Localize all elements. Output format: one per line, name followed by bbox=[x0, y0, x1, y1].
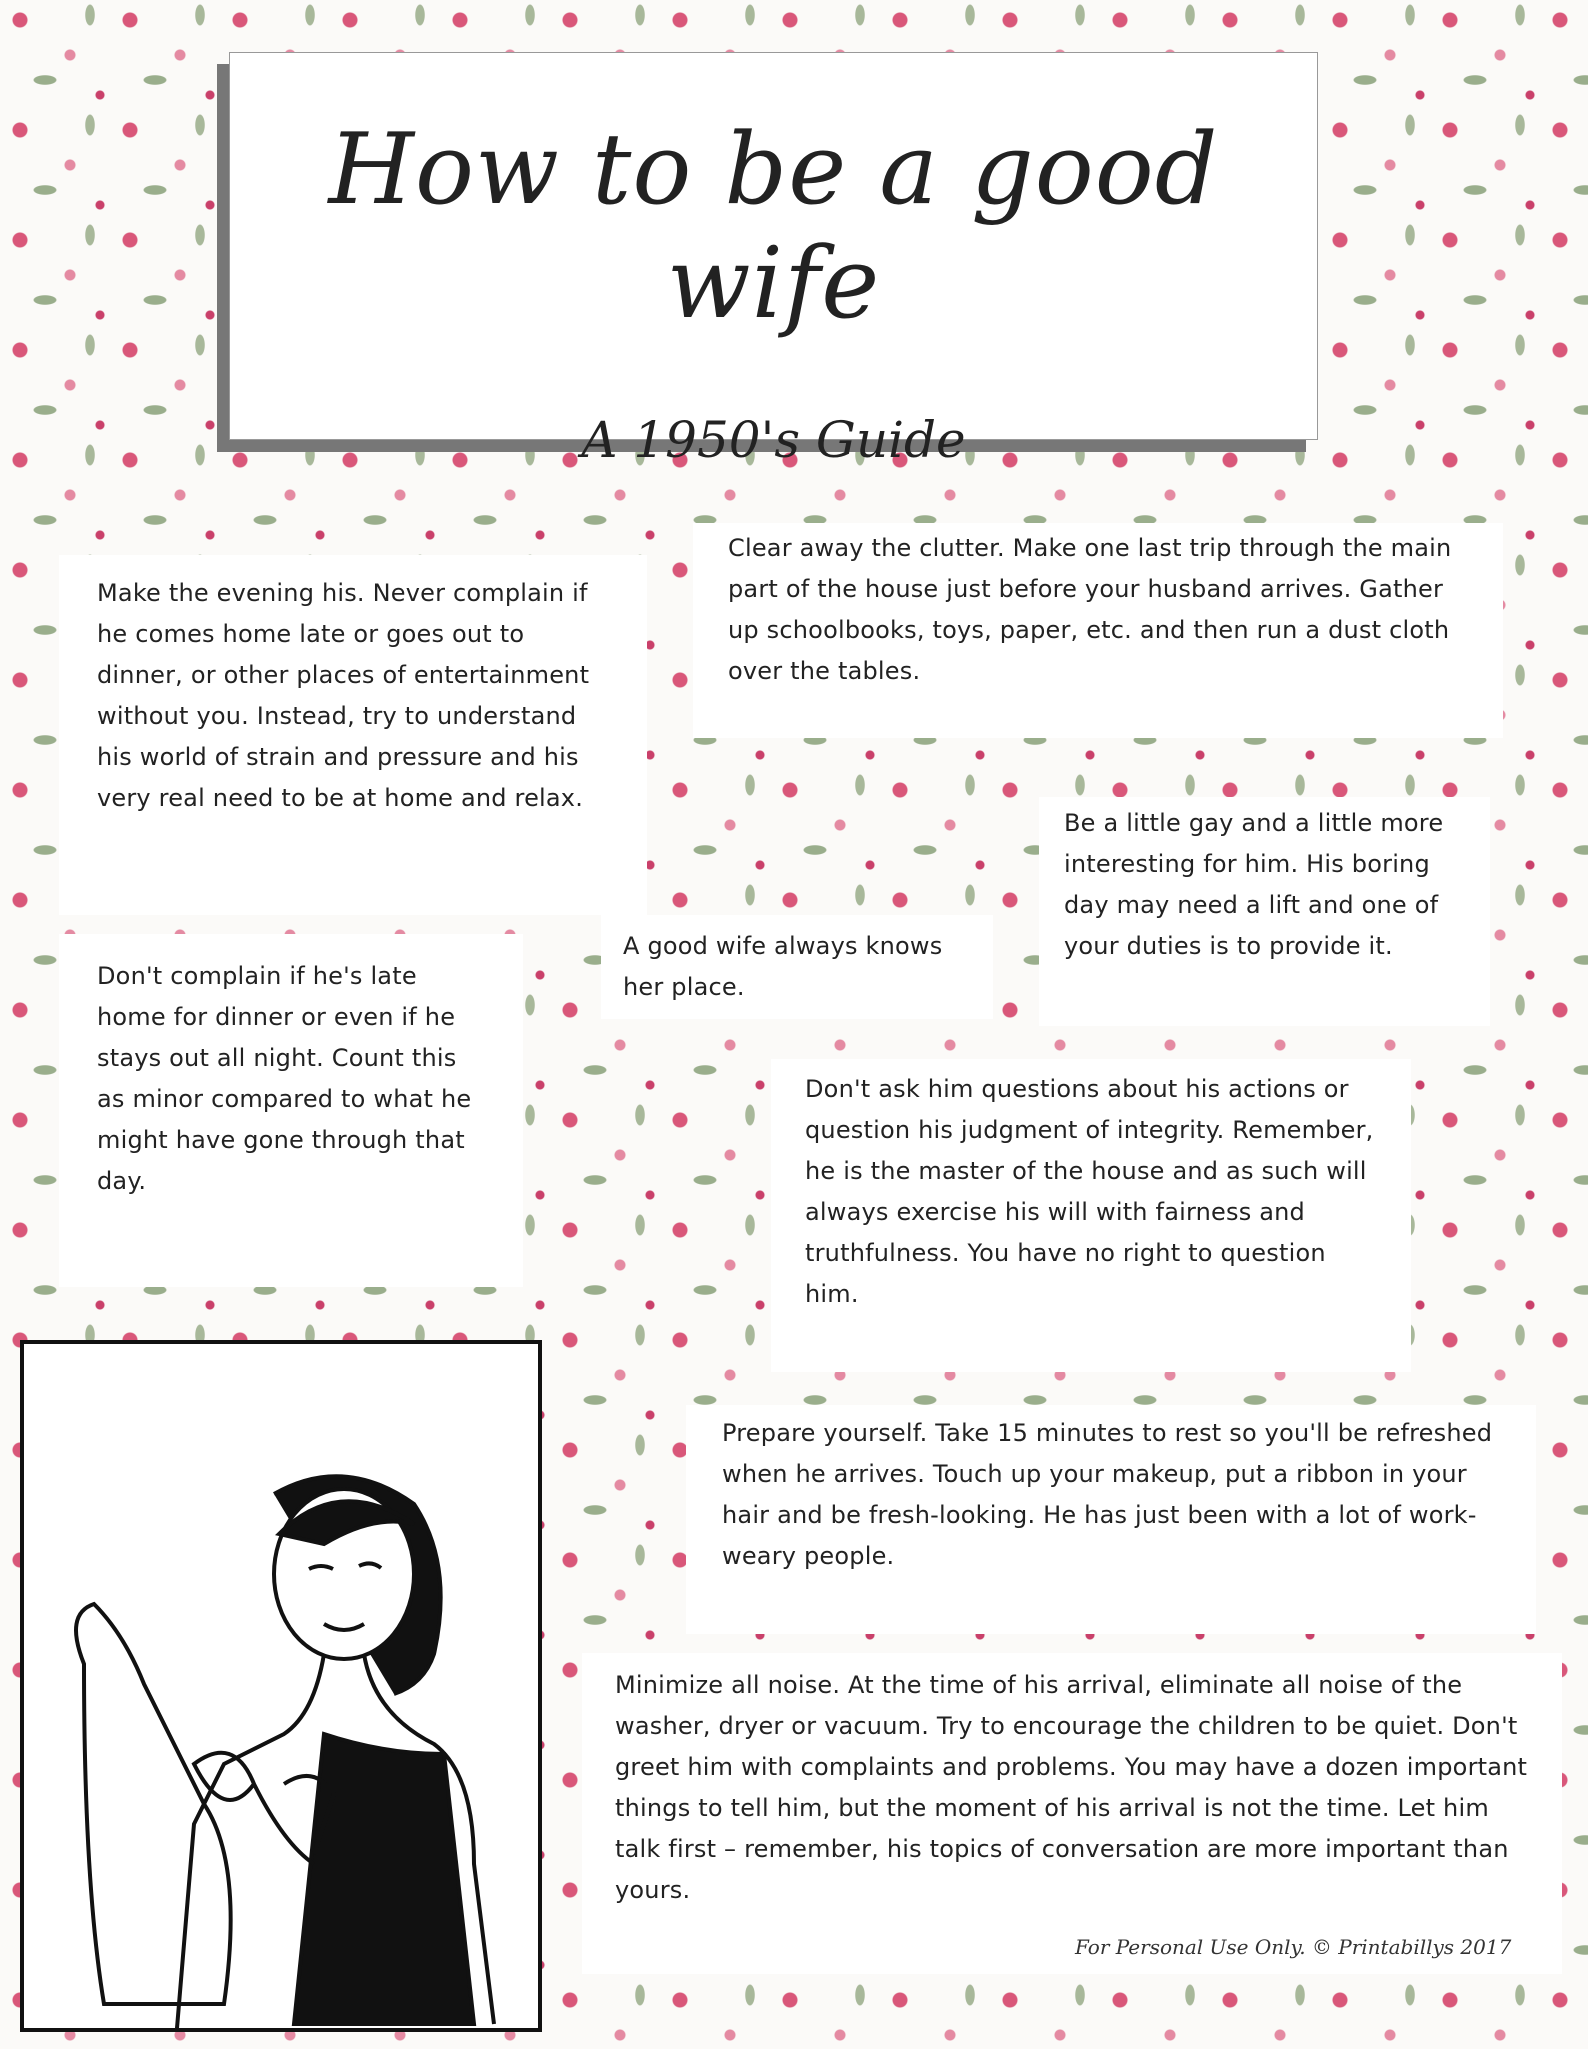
copyright-footer: For Personal Use Only. © Printabillys 2017 bbox=[1075, 1935, 1512, 1959]
tip-gay: Be a little gay and a little more interesting for him. His boring day may need a lift and one of your duties is to provide it. bbox=[1039, 797, 1490, 1026]
tip-prepare: Prepare yourself. Take 15 minutes to rest so you'll be refreshed when he arrives. Touch up your makeup, put a ribbon in your hair and be fresh-looking. He has just been with a lot of work-weary people. bbox=[686, 1405, 1536, 1634]
tip-questions: Don't ask him questions about his actions or question his judgment of integrity. Remember, he is the master of the house and as such will always exercise his will with fairness and truthfulness. You have no right to question him. bbox=[771, 1059, 1411, 1372]
page-subtitle: A 1950's Guide bbox=[581, 411, 966, 469]
tip-place: A good wife always knows her place. bbox=[601, 915, 993, 1019]
housewife-drawing-icon bbox=[24, 1344, 538, 2028]
title-card bbox=[229, 52, 1318, 469]
vintage-housewife-illustration bbox=[20, 1340, 542, 2032]
page-title: How to be a good wife bbox=[328, 113, 1219, 341]
tip-evening: Make the evening his. Never complain if he comes home late or goes out to dinner, or other places of entertainment without you. Instead, try to understand his world of strain and pressure and his very real need to be at home and relax. bbox=[59, 555, 647, 915]
tip-clutter: Clear away the clutter. Make one last trip through the main part of the house just before your husband arrives. Gather up schoolbooks, toys, paper, etc. and then run a dust cloth over the tables. bbox=[693, 523, 1503, 738]
tip-complain: Don't complain if he's late home for dinner or even if he stays out all night. Count this as minor compared to what he might have gone through that day. bbox=[59, 934, 523, 1287]
tip-noise: Minimize all noise. At the time of his arrival, eliminate all noise of the washer, dryer or vacuum. Try to encourage the children to be quiet. Don't greet him with complaints and problems. You may have a dozen important things to tell him, but the moment of his arrival is not the time. Let him talk first – remember, his topics of conversation are more important than yours. bbox=[582, 1653, 1562, 1974]
